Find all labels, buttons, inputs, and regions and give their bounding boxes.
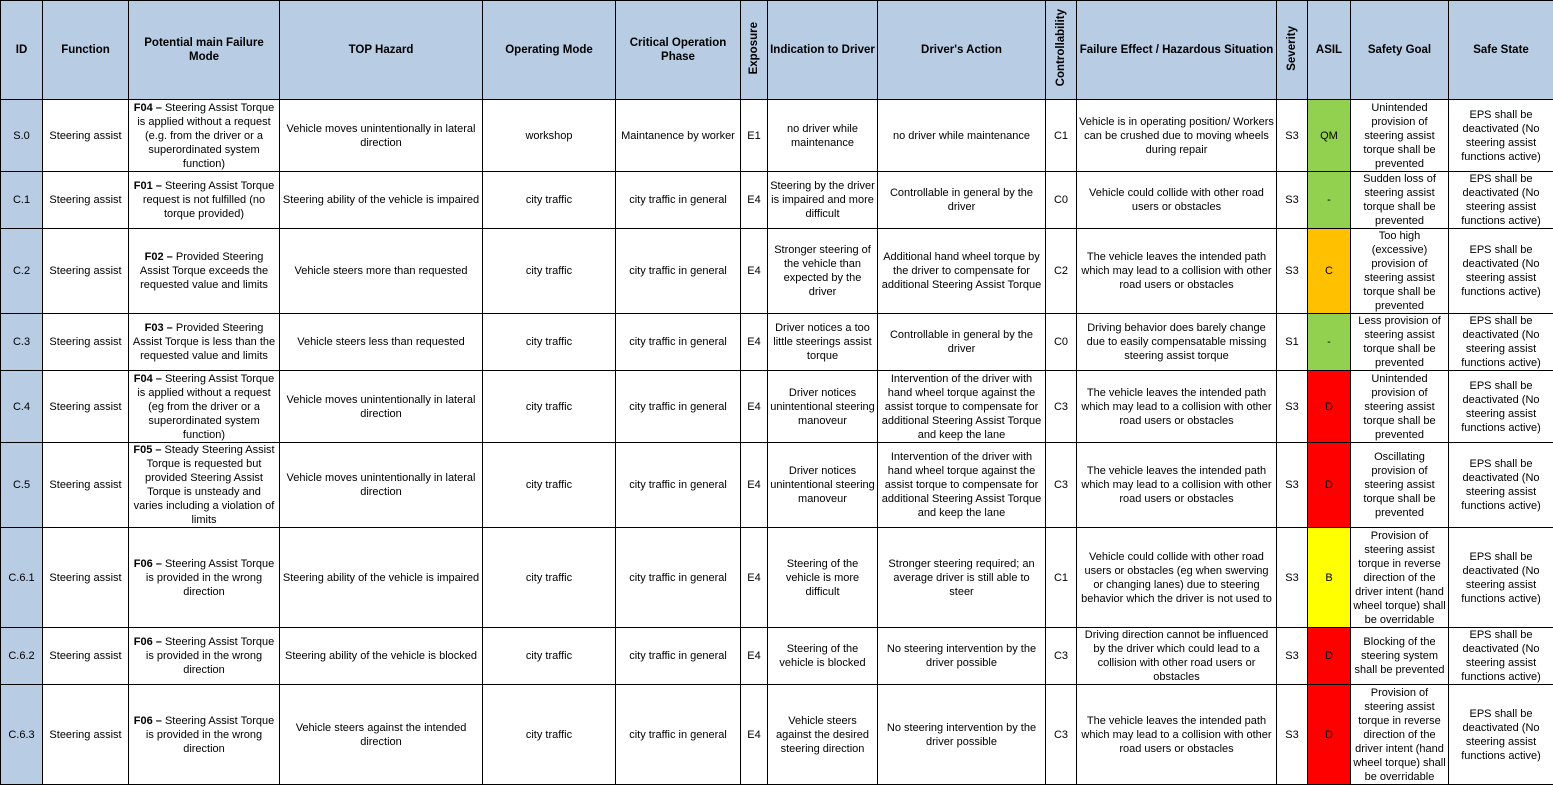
cell-safe-state: EPS shall be deactivated (No steering assist functions active) xyxy=(1449,314,1553,371)
header-controllability: Controllability xyxy=(1046,1,1077,100)
cell-asil: D xyxy=(1308,628,1351,685)
cell-failure-mode xyxy=(129,443,280,528)
failure-mode-text: Provided Steering Assist Torque is less than the requested value and limits xyxy=(133,322,275,362)
failure-mode-code: F03 – xyxy=(145,322,173,334)
cell-safety-goal: Blocking of the steering system shall be prevented xyxy=(1351,628,1449,685)
cell-exposure: E4 xyxy=(741,229,768,314)
cell-safety-goal: Too high (excessive) provision of steering assist torque shall be prevented xyxy=(1351,229,1449,314)
cell-severity: S3 xyxy=(1277,628,1308,685)
cell-exposure: E4 xyxy=(741,314,768,371)
cell-operating-mode: city traffic xyxy=(483,685,616,785)
cell-severity: S3 xyxy=(1277,371,1308,443)
failure-mode-code: F06 – xyxy=(134,715,162,727)
cell-severity: S3 xyxy=(1277,229,1308,314)
cell-controllability: C1 xyxy=(1046,528,1077,628)
cell-severity: S1 xyxy=(1277,314,1308,371)
header-function: Function xyxy=(43,1,129,100)
cell-indication: Driver notices unintentional steering manoveur xyxy=(768,371,878,443)
cell-critical-phase: city traffic in general xyxy=(616,229,741,314)
header-failure-effect: Failure Effect / Hazardous Situation xyxy=(1077,1,1277,100)
cell-indication: Vehicle steers against the desired steering direction xyxy=(768,685,878,785)
cell-indication: Steering of the vehicle is blocked xyxy=(768,628,878,685)
cell-top-hazard: Vehicle steers less than requested xyxy=(280,314,483,371)
cell-severity: S3 xyxy=(1277,443,1308,528)
cell-exposure: E4 xyxy=(741,371,768,443)
cell-failure-mode xyxy=(129,229,280,314)
cell-top-hazard: Vehicle moves unintentionally in lateral direction xyxy=(280,443,483,528)
table-row xyxy=(1,371,1553,443)
table-row xyxy=(1,443,1553,528)
cell-top-hazard: Steering ability of the vehicle is blocked xyxy=(280,628,483,685)
cell-controllability: C3 xyxy=(1046,443,1077,528)
header-indication: Indication to Driver xyxy=(768,1,878,100)
cell-id: C.3 xyxy=(1,314,43,371)
failure-mode-code: F06 – xyxy=(134,558,162,570)
cell-controllability: C0 xyxy=(1046,314,1077,371)
cell-safe-state: EPS shall be deactivated (No steering assist functions active) xyxy=(1449,100,1553,172)
cell-failure-effect: The vehicle leaves the intended path which may lead to a collision with other road users or obstacles xyxy=(1077,229,1277,314)
failure-mode-code: F02 – xyxy=(145,251,173,263)
cell-drivers-action: Additional hand wheel torque by the driver to compensate for additional Steering Assist Torque xyxy=(878,229,1046,314)
cell-exposure: E4 xyxy=(741,172,768,229)
failure-mode-text: Steering Assist Torque is provided in the wrong direction xyxy=(146,636,274,676)
table-row xyxy=(1,229,1553,314)
cell-function: Steering assist xyxy=(43,443,129,528)
table-row xyxy=(1,100,1553,172)
cell-function: Steering assist xyxy=(43,314,129,371)
cell-severity: S3 xyxy=(1277,172,1308,229)
cell-safe-state: EPS shall be deactivated (No steering assist functions active) xyxy=(1449,528,1553,628)
header-critical-phase: Critical Operation Phase xyxy=(616,1,741,100)
cell-id: C.2 xyxy=(1,229,43,314)
cell-top-hazard: Steering ability of the vehicle is impaired xyxy=(280,528,483,628)
cell-critical-phase: city traffic in general xyxy=(616,685,741,785)
header-asil: ASIL xyxy=(1308,1,1351,100)
failure-mode-code: F04 – xyxy=(134,102,162,114)
cell-severity: S3 xyxy=(1277,685,1308,785)
cell-critical-phase: city traffic in general xyxy=(616,314,741,371)
cell-critical-phase: city traffic in general xyxy=(616,443,741,528)
cell-drivers-action: no driver while maintenance xyxy=(878,100,1046,172)
cell-operating-mode: city traffic xyxy=(483,528,616,628)
cell-critical-phase: city traffic in general xyxy=(616,528,741,628)
cell-failure-mode xyxy=(129,172,280,229)
cell-indication: Steering of the vehicle is more difficult xyxy=(768,528,878,628)
cell-safety-goal: Sudden loss of steering assist torque shall be prevented xyxy=(1351,172,1449,229)
cell-failure-mode xyxy=(129,314,280,371)
cell-failure-effect: The vehicle leaves the intended path which may lead to a collision with other road users or obstacles xyxy=(1077,371,1277,443)
cell-drivers-action: Intervention of the driver with hand wheel torque against the assist torque to compensate for additional Steering Assist Torque and keep the lane xyxy=(878,371,1046,443)
cell-function: Steering assist xyxy=(43,371,129,443)
cell-operating-mode: city traffic xyxy=(483,172,616,229)
failure-mode-code: F04 – xyxy=(134,373,162,385)
cell-controllability: C3 xyxy=(1046,371,1077,443)
cell-id: S.0 xyxy=(1,100,43,172)
cell-operating-mode: city traffic xyxy=(483,371,616,443)
failure-mode-text: Steady Steering Assist Torque is requested but provided Steering Assist Torque is unsteady and varies including a violation of limits xyxy=(134,444,275,526)
cell-exposure: E1 xyxy=(741,100,768,172)
header-safe-state: Safe State xyxy=(1449,1,1553,100)
table-row xyxy=(1,314,1553,371)
cell-safe-state: EPS shall be deactivated (No steering assist functions active) xyxy=(1449,628,1553,685)
cell-operating-mode: workshop xyxy=(483,100,616,172)
cell-failure-mode xyxy=(129,100,280,172)
failure-mode-text: Steering Assist Torque is applied without a request (eg from the driver or a superordinated system function) xyxy=(137,373,274,441)
header-failure-mode: Potential main Failure Mode xyxy=(129,1,280,100)
cell-failure-mode xyxy=(129,628,280,685)
cell-controllability: C2 xyxy=(1046,229,1077,314)
cell-top-hazard: Steering ability of the vehicle is impaired xyxy=(280,172,483,229)
cell-function: Steering assist xyxy=(43,685,129,785)
failure-mode-code: F01 – xyxy=(134,180,162,192)
cell-controllability: C3 xyxy=(1046,685,1077,785)
cell-function: Steering assist xyxy=(43,172,129,229)
cell-safety-goal: Unintended provision of steering assist torque shall be prevented xyxy=(1351,100,1449,172)
cell-drivers-action: Controllable in general by the driver xyxy=(878,172,1046,229)
header-drivers-action: Driver's Action xyxy=(878,1,1046,100)
cell-severity: S3 xyxy=(1277,528,1308,628)
header-top-hazard: TOP Hazard xyxy=(280,1,483,100)
cell-top-hazard: Vehicle steers against the intended direction xyxy=(280,685,483,785)
cell-drivers-action: Stronger steering required; an average driver is still able to steer xyxy=(878,528,1046,628)
cell-failure-effect: Vehicle is in operating position/ Workers can be crushed due to moving wheels during repair xyxy=(1077,100,1277,172)
cell-function: Steering assist xyxy=(43,100,129,172)
cell-exposure: E4 xyxy=(741,528,768,628)
table-row xyxy=(1,172,1553,229)
cell-failure-effect: Driving direction cannot be influenced by the driver which could lead to a collision with other road users or obstacles xyxy=(1077,628,1277,685)
cell-operating-mode: city traffic xyxy=(483,229,616,314)
cell-safe-state: EPS shall be deactivated (No steering assist functions active) xyxy=(1449,172,1553,229)
header-operating-mode: Operating Mode xyxy=(483,1,616,100)
failure-mode-text: Steering Assist Torque request is not fulfilled (no torque provided) xyxy=(143,180,274,220)
failure-mode-text: Provided Steering Assist Torque exceeds the requested value and limits xyxy=(140,251,268,291)
cell-indication: Driver notices unintentional steering manoveur xyxy=(768,443,878,528)
cell-id: C.4 xyxy=(1,371,43,443)
cell-id: C.6.1 xyxy=(1,528,43,628)
cell-operating-mode: city traffic xyxy=(483,314,616,371)
cell-asil: C xyxy=(1308,229,1351,314)
cell-drivers-action: No steering intervention by the driver possible xyxy=(878,628,1046,685)
header-severity: Severity xyxy=(1277,1,1308,100)
failure-mode-code: F06 – xyxy=(134,636,162,648)
cell-id: C.6.2 xyxy=(1,628,43,685)
cell-id: C.1 xyxy=(1,172,43,229)
cell-indication: Steering by the driver is impaired and more difficult xyxy=(768,172,878,229)
cell-safe-state: EPS shall be deactivated (No steering assist functions active) xyxy=(1449,685,1553,785)
cell-failure-effect: Vehicle could collide with other road users or obstacles xyxy=(1077,172,1277,229)
cell-id: C.5 xyxy=(1,443,43,528)
cell-top-hazard: Vehicle moves unintentionally in lateral direction xyxy=(280,100,483,172)
cell-drivers-action: No steering intervention by the driver possible xyxy=(878,685,1046,785)
cell-asil: D xyxy=(1308,685,1351,785)
cell-exposure: E4 xyxy=(741,443,768,528)
cell-failure-mode xyxy=(129,528,280,628)
cell-exposure: E4 xyxy=(741,628,768,685)
header-safety-goal: Safety Goal xyxy=(1351,1,1449,100)
cell-indication: Driver notices a too little steerings assist torque xyxy=(768,314,878,371)
failure-mode-text: Steering Assist Torque is provided in the wrong direction xyxy=(146,715,274,755)
cell-asil: - xyxy=(1308,172,1351,229)
cell-controllability: C0 xyxy=(1046,172,1077,229)
cell-controllability: C3 xyxy=(1046,628,1077,685)
cell-indication: Stronger steering of the vehicle than expected by the driver xyxy=(768,229,878,314)
cell-asil: B xyxy=(1308,528,1351,628)
cell-function: Steering assist xyxy=(43,628,129,685)
cell-safe-state: EPS shall be deactivated (No steering assist functions active) xyxy=(1449,443,1553,528)
header-id: ID xyxy=(1,1,43,100)
cell-safety-goal: Unintended provision of steering assist torque shall be prevented xyxy=(1351,371,1449,443)
cell-severity: S3 xyxy=(1277,100,1308,172)
cell-safety-goal: Less provision of steering assist torque shall be prevented xyxy=(1351,314,1449,371)
cell-function: Steering assist xyxy=(43,528,129,628)
cell-top-hazard: Vehicle moves unintentionally in lateral direction xyxy=(280,371,483,443)
header-row xyxy=(1,1,1553,100)
cell-controllability: C1 xyxy=(1046,100,1077,172)
table-row xyxy=(1,685,1553,785)
cell-safety-goal: Oscillating provision of steering assist torque shall be prevented xyxy=(1351,443,1449,528)
cell-safe-state: EPS shall be deactivated (No steering assist functions active) xyxy=(1449,229,1553,314)
cell-safety-goal: Provision of steering assist torque in reverse direction of the driver intent (hand wheel torque) shall be overridable xyxy=(1351,685,1449,785)
cell-critical-phase: city traffic in general xyxy=(616,371,741,443)
cell-asil: QM xyxy=(1308,100,1351,172)
table-row xyxy=(1,528,1553,628)
cell-failure-effect: Vehicle could collide with other road users or obstacles (eg when swerving or changing lanes) due to steering behavior which the driver is not used to xyxy=(1077,528,1277,628)
cell-function: Steering assist xyxy=(43,229,129,314)
cell-asil: - xyxy=(1308,314,1351,371)
cell-indication: no driver while maintenance xyxy=(768,100,878,172)
cell-operating-mode: city traffic xyxy=(483,443,616,528)
cell-critical-phase: city traffic in general xyxy=(616,172,741,229)
cell-failure-effect: Driving behavior does barely change due to easily compensatable missing steering assist torque xyxy=(1077,314,1277,371)
cell-failure-mode xyxy=(129,371,280,443)
cell-critical-phase: city traffic in general xyxy=(616,628,741,685)
cell-top-hazard: Vehicle steers more than requested xyxy=(280,229,483,314)
cell-safety-goal: Provision of steering assist torque in reverse direction of the driver intent (hand wheel torque) shall be overridable xyxy=(1351,528,1449,628)
cell-id: C.6.3 xyxy=(1,685,43,785)
cell-safe-state: EPS shall be deactivated (No steering assist functions active) xyxy=(1449,371,1553,443)
cell-exposure: E4 xyxy=(741,685,768,785)
failure-mode-code: F05 – xyxy=(133,444,161,456)
cell-failure-effect: The vehicle leaves the intended path which may lead to a collision with other road users or obstacles xyxy=(1077,443,1277,528)
cell-asil: D xyxy=(1308,371,1351,443)
failure-mode-text: Steering Assist Torque is provided in the wrong direction xyxy=(146,558,274,598)
table-row xyxy=(1,628,1553,685)
cell-failure-mode xyxy=(129,685,280,785)
cell-drivers-action: Controllable in general by the driver xyxy=(878,314,1046,371)
failure-mode-text: Steering Assist Torque is applied without a request (e.g. from the driver or a superordinated system function) xyxy=(137,102,274,170)
cell-failure-effect: The vehicle leaves the intended path which may lead to a collision with other road users or obstacles xyxy=(1077,685,1277,785)
cell-operating-mode: city traffic xyxy=(483,628,616,685)
cell-asil: D xyxy=(1308,443,1351,528)
header-exposure: Exposure xyxy=(741,1,768,100)
cell-drivers-action: Intervention of the driver with hand wheel torque against the assist torque to compensate for additional Steering Assist Torque and keep the lane xyxy=(878,443,1046,528)
cell-critical-phase: Maintanence by worker xyxy=(616,100,741,172)
